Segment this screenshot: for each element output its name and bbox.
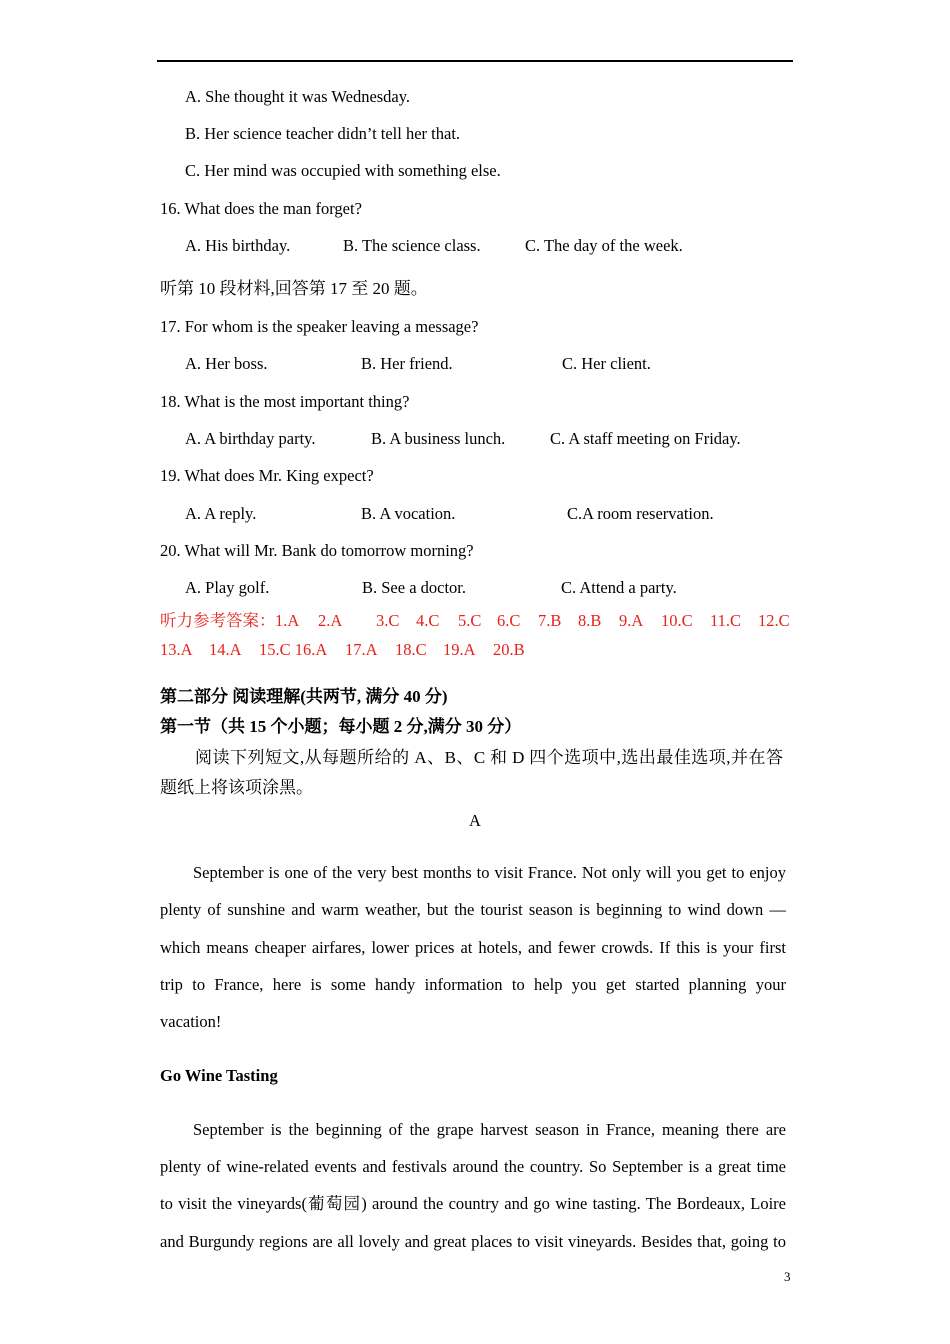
paragraph-line: and Burgundy regions are all lovely and great places to visit vineyards. Besides that, going to	[160, 1232, 786, 1251]
q20-option-b: B. See a doctor.	[362, 578, 467, 597]
q18-option-a: A. A birthday party.	[185, 429, 316, 448]
q17-option-c: C. Her client.	[562, 354, 651, 373]
paragraph-line: trip to France, here is some handy information to help you get started planning your	[160, 975, 786, 994]
answer-key-item: 4.C	[416, 611, 440, 630]
q17-stem: 17. For whom is the speaker leaving a message?	[160, 317, 479, 336]
q20-option-c: C. Attend a party.	[561, 578, 677, 597]
paragraph-line: plenty of sunshine and warm weather, but the tourist season is beginning to wind down —	[160, 900, 786, 919]
paragraph-line: vacation!	[160, 1012, 222, 1031]
paragraph-line: September is the beginning of the grape harvest season in France, meaning there are	[193, 1120, 786, 1139]
q16-option-b: B. The science class.	[343, 236, 481, 255]
part2-title: 第二部分 阅读理解(共两节, 满分 40 分)	[160, 687, 448, 706]
q16-stem: 16. What does the man forget?	[160, 199, 362, 218]
paragraph-line: to visit the vineyards(葡萄园) around the country and go wine tasting. The Bordeaux, Loire	[160, 1194, 786, 1213]
q20-stem: 20. What will Mr. Bank do tomorrow morning?	[160, 541, 474, 560]
answer-key-item: 20.B	[493, 640, 525, 659]
q15-option-b: B. Her science teacher didn’t tell her that.	[185, 124, 461, 143]
answer-key-item: 17.A	[345, 640, 378, 659]
paragraph-line: which means cheaper airfares, lower prices at hotels, and fewer crowds. If this is your first	[160, 938, 786, 957]
q19-stem: 19. What does Mr. King expect?	[160, 466, 374, 485]
q15-option-a: A. She thought it was Wednesday.	[185, 87, 411, 106]
answer-key-item: 7.B	[538, 611, 562, 630]
reading-instruction-line-1: 阅读下列短文,从每题所给的 A、B、C 和 D 四个选项中,选出最佳选项,并在答	[195, 748, 783, 767]
q19-option-a: A. A reply.	[185, 504, 257, 523]
answer-key-item: 14.A	[209, 640, 242, 659]
answer-key-item: 9.A	[619, 611, 644, 630]
paragraph-line: plenty of wine-related events and festivals around the country. So September is a great time	[160, 1157, 786, 1176]
answer-key-label: 听力参考答案：	[160, 611, 276, 630]
section-instruction: 听第 10 段材料,回答第 17 至 20 题。	[160, 279, 428, 298]
answer-key-item: 12.C	[758, 611, 790, 630]
page-number: 3	[784, 1269, 791, 1284]
q20-option-a: A. Play golf.	[185, 578, 270, 597]
q19-option-b: B. A vocation.	[361, 504, 456, 523]
answer-key-item: 5.C	[458, 611, 482, 630]
q16-option-c: C. The day of the week.	[525, 236, 683, 255]
q19-option-c: C.A room reservation.	[567, 504, 714, 523]
answer-key-item: 13.A	[160, 640, 193, 659]
answer-key-item: 6.C	[497, 611, 521, 630]
q16-option-a: A. His birthday.	[185, 236, 291, 255]
q15-option-c: C. Her mind was occupied with something else.	[185, 161, 501, 180]
answer-key-item: 1.A	[275, 611, 300, 630]
answer-key-item: 3.C	[376, 611, 400, 630]
answer-key-item: 10.C	[661, 611, 693, 630]
listening-answer-key	[160, 612, 791, 659]
answer-key-item: 19.A	[443, 640, 476, 659]
q17-option-a: A. Her boss.	[185, 354, 268, 373]
q18-option-b: B. A business lunch.	[371, 429, 506, 448]
answer-key-item: 11.C	[710, 611, 742, 630]
q18-option-c: C. A staff meeting on Friday.	[550, 429, 741, 448]
answer-key-item: 15.C 16.A	[259, 640, 328, 659]
passage-label: A	[469, 811, 481, 830]
section-heading-wine-tasting: Go Wine Tasting	[160, 1066, 278, 1085]
paragraph-line: September is one of the very best months to visit France. Not only will you get to enjoy	[193, 863, 786, 882]
section1-title: 第一节（共 15 个小题；每小题 2 分,满分 30 分）	[160, 717, 522, 736]
q18-stem: 18. What is the most important thing?	[160, 392, 410, 411]
answer-key-item: 18.C	[395, 640, 427, 659]
q17-option-b: B. Her friend.	[361, 354, 453, 373]
answer-key-item: 8.B	[578, 611, 602, 630]
reading-instruction-line-2: 题纸上将该项涂黑。	[160, 778, 313, 797]
answer-key-item: 2.A	[318, 611, 343, 630]
header-rule	[157, 60, 793, 62]
